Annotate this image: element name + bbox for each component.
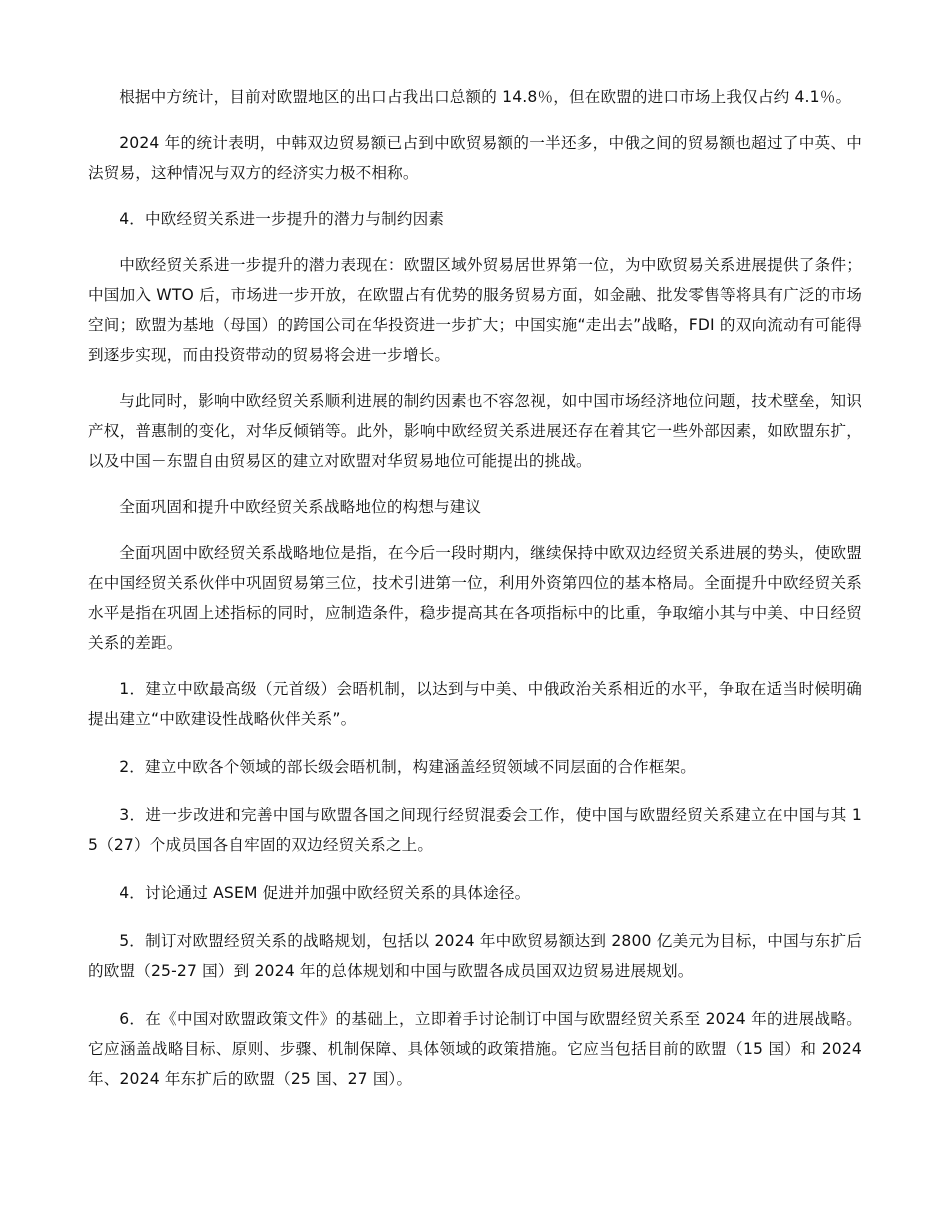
paragraph-strategic-position: 全面巩固中欧经贸关系战略地位是指，在今后一段时期内，继续保持中欧双边经贸关系进展的势头，使欧盟在中国经贸关系伙伴中巩固贸易第三位，技术引进第一位，利用外资第四位的基本格局。全面提升中欧经贸关系水平是指在巩固上述指标的同时，应制造条件，稳步提高其在各项指标中的比重，争取缩小其与中美、中日经贸关系的差距。 (88, 544, 862, 652)
list-item-6: 6．在《中国对欧盟政策文件》的基础上，立即着手讨论制订中国与欧盟经贸关系至 2024 年的进展战略。它应涵盖战略目标、原则、步骤、机制保障、具体领域的政策措施。它应当包括目前的欧盟（15 国）和 2024 年、2024 年东扩后的欧盟（25 国、27 国）。 (88, 1010, 862, 1088)
section-heading-proposals: 全面巩固和提升中欧经贸关系战略地位的构想与建议 (119, 498, 482, 516)
list-item-4: 4．讨论通过 ASEM 促进并加强中欧经贸关系的具体途径。 (119, 884, 531, 902)
paragraph-export-share: 根据中方统计，目前对欧盟地区的出口占我出口总额的 14.8％，但在欧盟的进口市场上我仅占约 4.1％。 (119, 88, 852, 106)
section-heading-potential-constraints: 4．中欧经贸关系进一步提升的潜力与制约因素 (119, 210, 445, 228)
list-item-3: 3．进一步改进和完善中国与欧盟各国之间现行经贸混委会工作，使中国与欧盟经贸关系建立在中国与其 15（27）个成员国各自牢固的双边经贸关系之上。 (88, 806, 862, 854)
paragraph-trade-statistics: 2024 年的统计表明，中韩双边贸易额已占到中欧贸易额的一半还多，中俄之间的贸易额也超过了中英、中法贸易，这种情况与双方的经济实力极不相称。 (88, 134, 862, 182)
paragraph-potential: 中欧经贸关系进一步提升的潜力表现在：欧盟区域外贸易居世界第一位，为中欧贸易关系进展提供了条件；中国加入 WTO 后，市场进一步开放，在欧盟占有优势的服务贸易方面，如金融、批发零售等将具有广泛的市场空间；欧盟为基地（母国）的跨国公司在华投资进一步扩大；中国实施“走出去”战略，FDI 的双向流动有可能得到逐步实现，而由投资带动的贸易将会进一步增长。 (88, 256, 862, 364)
list-item-5: 5．制订对欧盟经贸关系的战略规划，包括以 2024 年中欧贸易额达到 2800 亿美元为目标，中国与东扩后的欧盟（25-27 国）到 2024 年的总体规划和中国与欧盟各成员国双边贸易进展规划。 (88, 932, 862, 980)
document-body (88, 82, 862, 1110)
list-item-2: 2．建立中欧各个领域的部长级会晤机制，构建涵盖经贸领域不同层面的合作框架。 (119, 758, 697, 776)
list-item-1: 1．建立中欧最高级（元首级）会晤机制，以达到与中美、中俄政治关系相近的水平，争取在适当时候明确提出建立“中欧建设性战略伙伴关系”。 (88, 680, 862, 728)
paragraph-constraints: 与此同时，影响中欧经贸关系顺利进展的制约因素也不容忽视，如中国市场经济地位问题，技术壁垒，知识产权，普惠制的变化，对华反倾销等。此外，影响中欧经贸关系进展还存在着其它一些外部因素，如欧盟东扩，以及中国－东盟自由贸易区的建立对欧盟对华贸易地位可能提出的挑战。 (88, 392, 862, 470)
